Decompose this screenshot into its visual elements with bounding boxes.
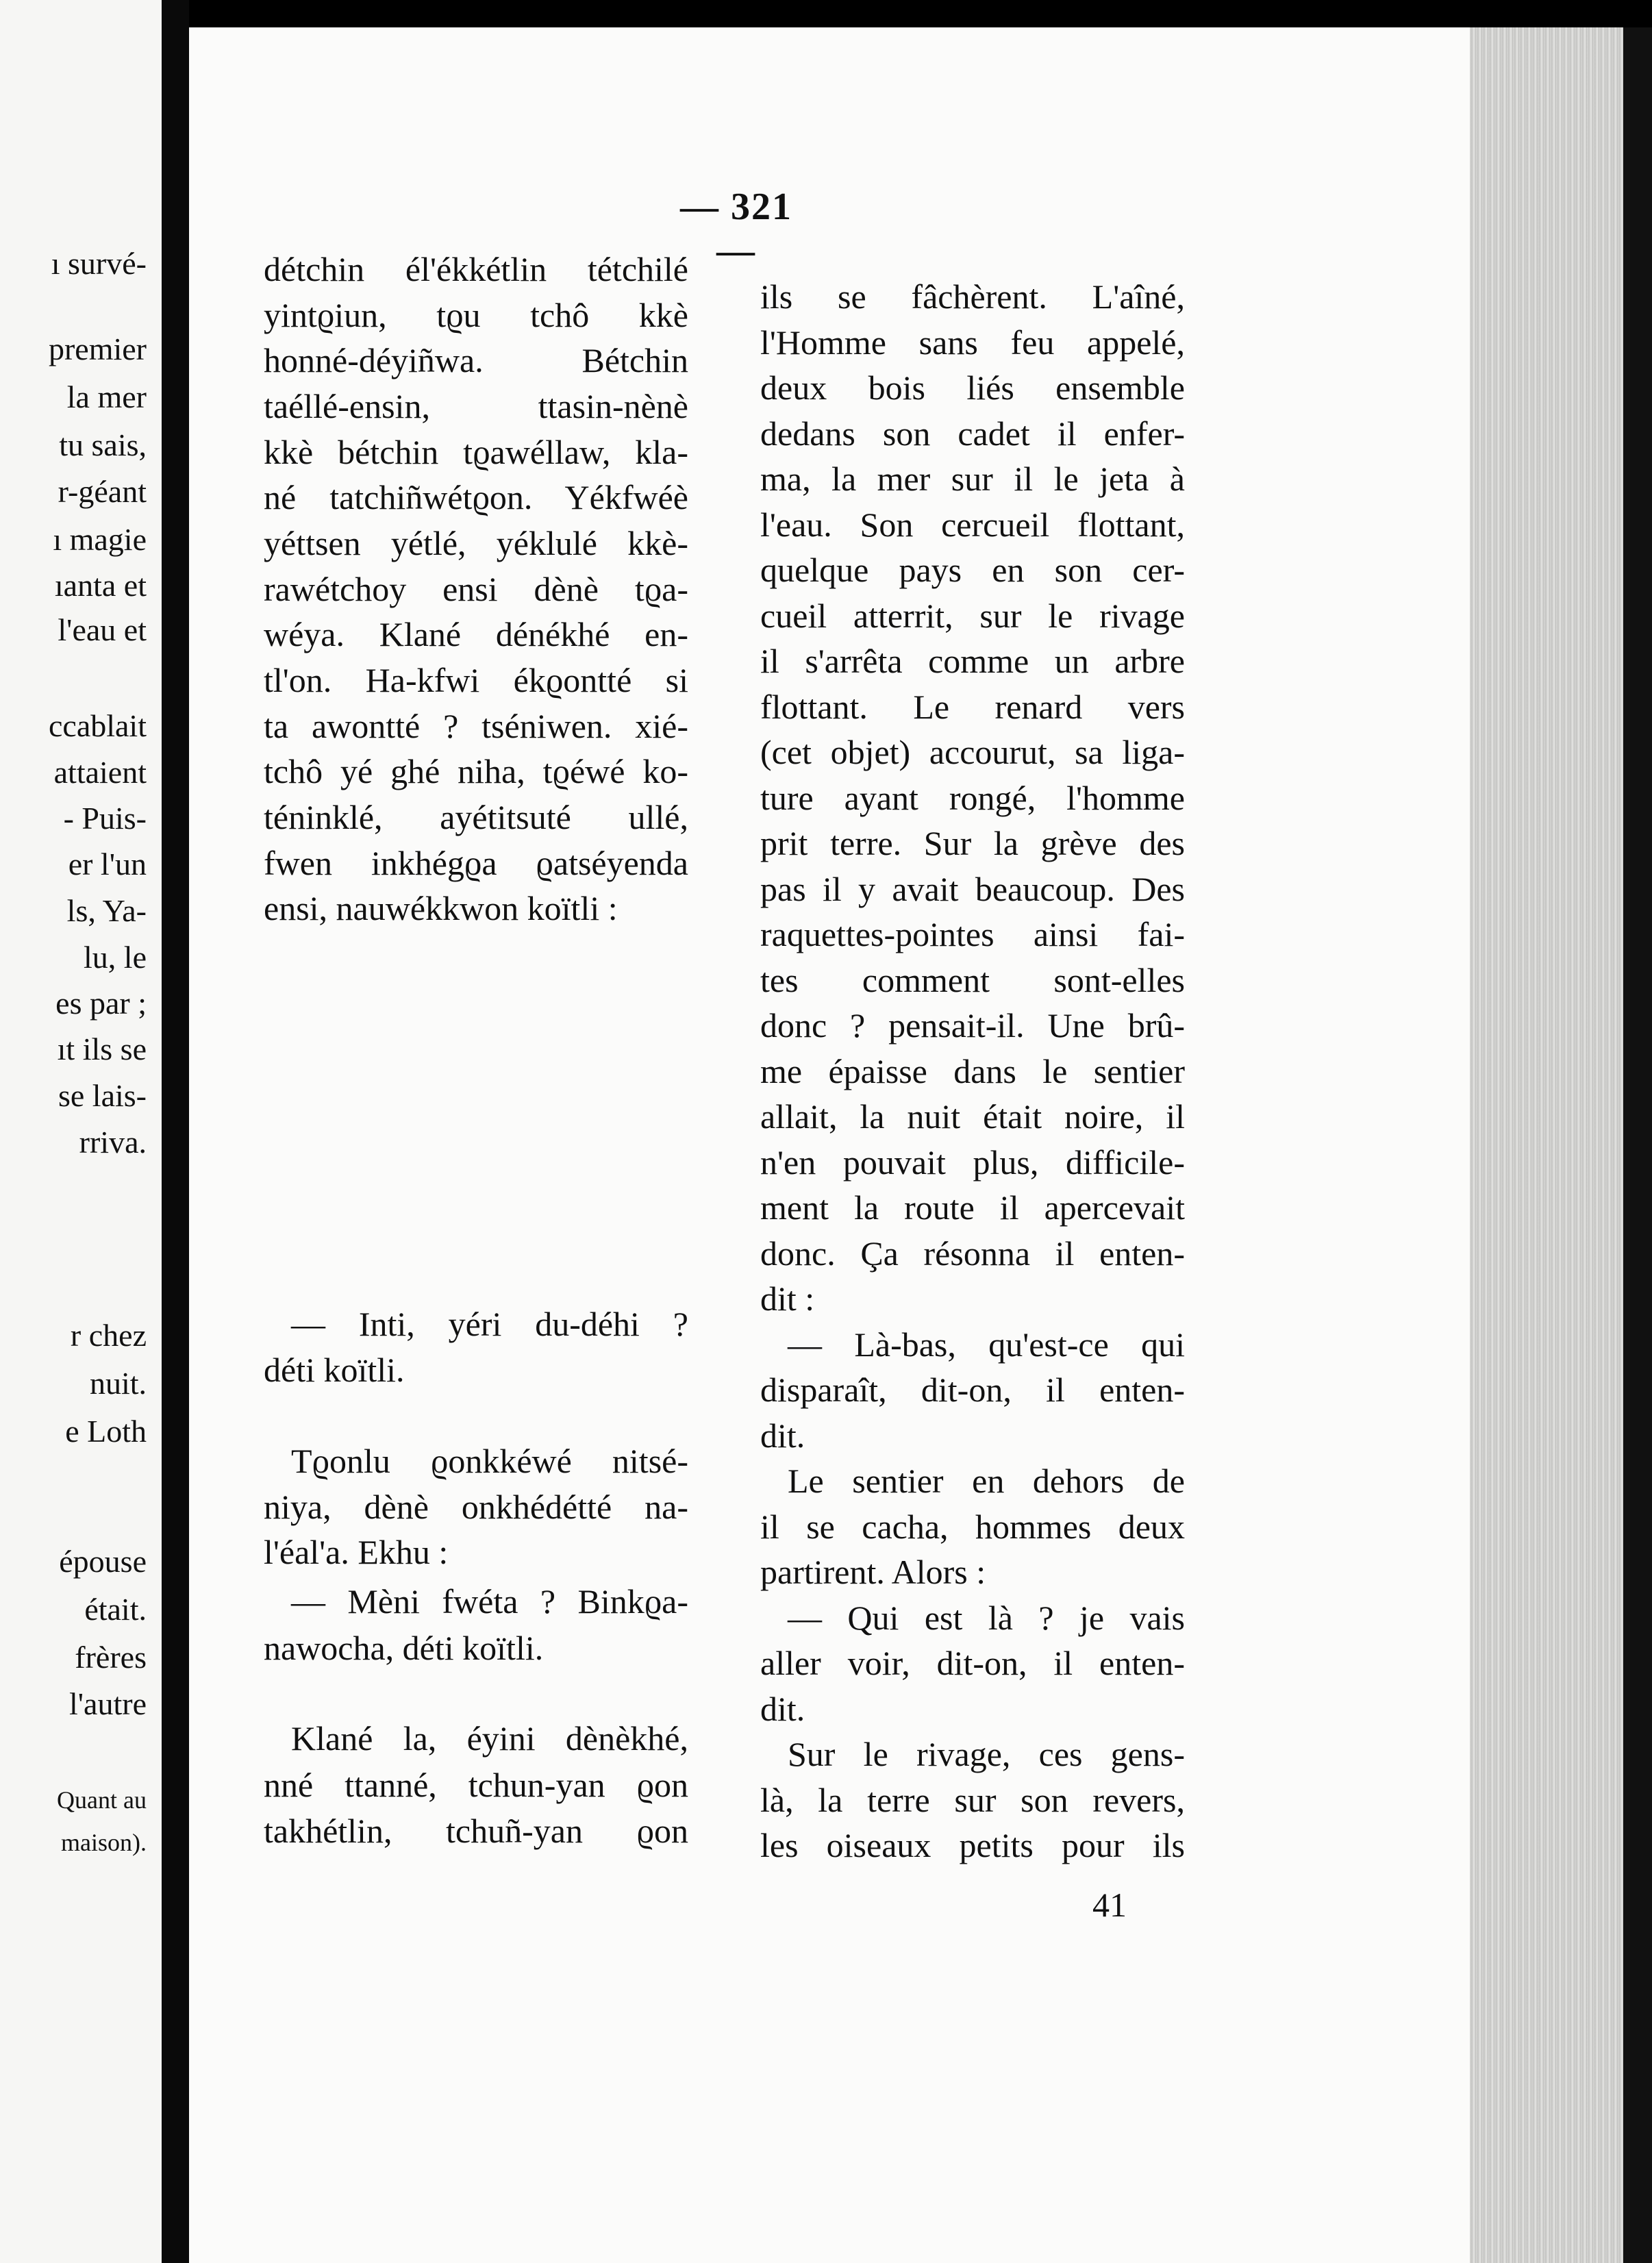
text-line: Sur le rivage, ces gens- [788,1735,1185,1773]
previous-page-line: frères [75,1640,147,1675]
previous-page-line: ıt ils se [57,1032,147,1066]
text-line: me épaisse dans le sentier [760,1051,1185,1090]
previous-page-line: r-géant [58,474,147,509]
text-line: deux bois liés ensemble [760,368,1185,407]
text-line: aller voir, dit-on, il enten- [760,1644,1185,1682]
text-line: (cet objet) accourut, sa liga- [760,733,1185,771]
page-edge-shadow [1623,27,1652,2263]
text-line: allait, la nuit était noire, il [760,1097,1185,1136]
text-line: tes comment sont-elles [760,960,1185,999]
text-line: l'Homme sans feu appelé, [760,323,1185,362]
text-line: quelque pays en son cer- [760,551,1185,589]
text-line: fwen inkhégϱa ϱatséyenda [264,844,688,882]
text-line: l'eau. Son cercueil flottant, [760,505,1185,544]
text-line: niya, dènè onkhédétté na- [264,1488,688,1526]
text-line: flottant. Le renard vers [760,687,1185,726]
text-line: Le sentier en dehors de [788,1462,1185,1500]
previous-page-line: attaient [53,755,147,790]
previous-page-line: ccablait [48,708,147,743]
text-line: déti koïtli. [264,1351,405,1389]
text-line: détchin él'ékkétlin tétchilé [264,250,688,288]
previous-page-line: la mer [66,379,147,414]
previous-page-line: premier [48,332,147,366]
text-line: là, la terre sur son revers, [760,1780,1185,1819]
text-line: honné-déyiñwa. Bétchin [264,341,688,379]
previous-page-line: es par ; [55,986,147,1021]
page-number: — 321 — [680,186,792,272]
text-line: takhétlin, tchuñ-yan ϱon [264,1812,688,1850]
text-line: — Qui est là ? je vais [788,1598,1185,1637]
text-line: rawétchoy ensi dènè tϱa- [264,570,688,608]
text-line: tchô yé ghé niha, tϱéwé ko- [264,752,688,790]
previous-page-line: rriva. [79,1125,147,1160]
text-line: ma, la mer sur il le jeta à [760,460,1185,498]
text-line: wéya. Klané dénékhé en- [264,615,688,653]
text-line: — Là-bas, qu'est-ce qui [788,1325,1185,1364]
previous-page-line: Quant au [57,1786,147,1814]
page-gutter [162,0,189,2263]
text-line: téninklé, ayétitsuté ullé, [264,798,688,836]
text-line: il s'arrêta comme un arbre [760,642,1185,680]
text-line: Tϱonlu ϱonkkéwé nitsé- [291,1442,688,1480]
text-line: tl'on. Ha-kfwi ékϱontté si [264,661,688,699]
text-line: n'en pouvait plus, difficile- [760,1142,1185,1181]
text-line: donc ? pensait-il. Une brû- [760,1006,1185,1045]
previous-page-line: tu sais, [59,427,147,462]
text-line: Klané la, éyini dènèkhé, [291,1719,688,1758]
previous-page-line: ls, Ya- [66,893,147,928]
previous-page-line: r chez [70,1318,147,1353]
text-line: les oiseaux petits pour ils [760,1826,1185,1864]
text-line: yintϱiun, tϱu tchô kkè [264,296,688,334]
text-line: — Inti, yéri du-déhi ? [291,1305,688,1343]
text-line: ta awontté ? tséniwen. xié- [264,707,688,745]
text-line: ment la route il apercevait [760,1188,1185,1227]
text-line: — Mèni fwéta ? Binkϱa- [291,1582,688,1621]
previous-page-line: e Loth [65,1414,147,1449]
text-line: dit. [760,1416,805,1455]
text-line: raquettes-pointes ainsi fai- [760,915,1185,953]
text-line: donc. Ça résonna il enten- [760,1234,1185,1273]
previous-page-line: er l'un [68,847,147,882]
previous-page-line: ı magie [53,522,147,557]
text-line: ture ayant rongé, l'homme [760,778,1185,817]
signature-mark: 41 [1092,1886,1127,1924]
text-line: nawocha, déti koïtli. [264,1629,544,1667]
text-line: taéllé-ensin, ttasin-nènè [264,387,688,425]
text-line: cueil atterrit, sur le rivage [760,596,1185,635]
text-line: il se cacha, hommes deux [760,1507,1185,1546]
text-line: disparaît, dit-on, il enten- [760,1371,1185,1409]
previous-page-line: l'autre [68,1686,147,1721]
text-line: yéttsen yétlé, yéklulé kkè- [264,524,688,562]
text-line: dit : [760,1279,815,1318]
text-line: partirent. Alors : [760,1553,986,1591]
previous-page-line: - Puis- [63,801,147,836]
text-line: dit. [760,1689,805,1728]
text-line: nné ttanné, tchun-yan ϱon [264,1766,688,1804]
text-line: ensi, nauwékkwon koïtli : [264,889,618,927]
text-line: dedans son cadet il enfer- [760,414,1185,453]
previous-page-line: nuit. [89,1366,147,1401]
text-line: prit terre. Sur la grève des [760,824,1185,862]
text-line: kkè bétchin tϱawéllaw, kla- [264,433,688,471]
text-line: l'éal'a. Ekhu : [264,1533,449,1571]
previous-page-line: ıanta et [54,568,147,603]
previous-page-line: ı survé- [51,246,147,281]
text-line: pas il y avait beaucoup. Des [760,869,1185,908]
previous-page-line: l'eau et [58,612,147,647]
text-line: né tatchiñwétϱon. Yékfwéè [264,478,688,516]
previous-page-line: épouse [59,1544,147,1579]
text-line: ils se fâchèrent. L'aîné, [760,277,1185,316]
previous-page-line: lu, le [84,940,147,975]
previous-page [0,0,162,2263]
previous-page-line: se lais- [58,1078,147,1113]
previous-page-line: maison). [61,1829,147,1856]
previous-page-line: était. [84,1592,147,1627]
